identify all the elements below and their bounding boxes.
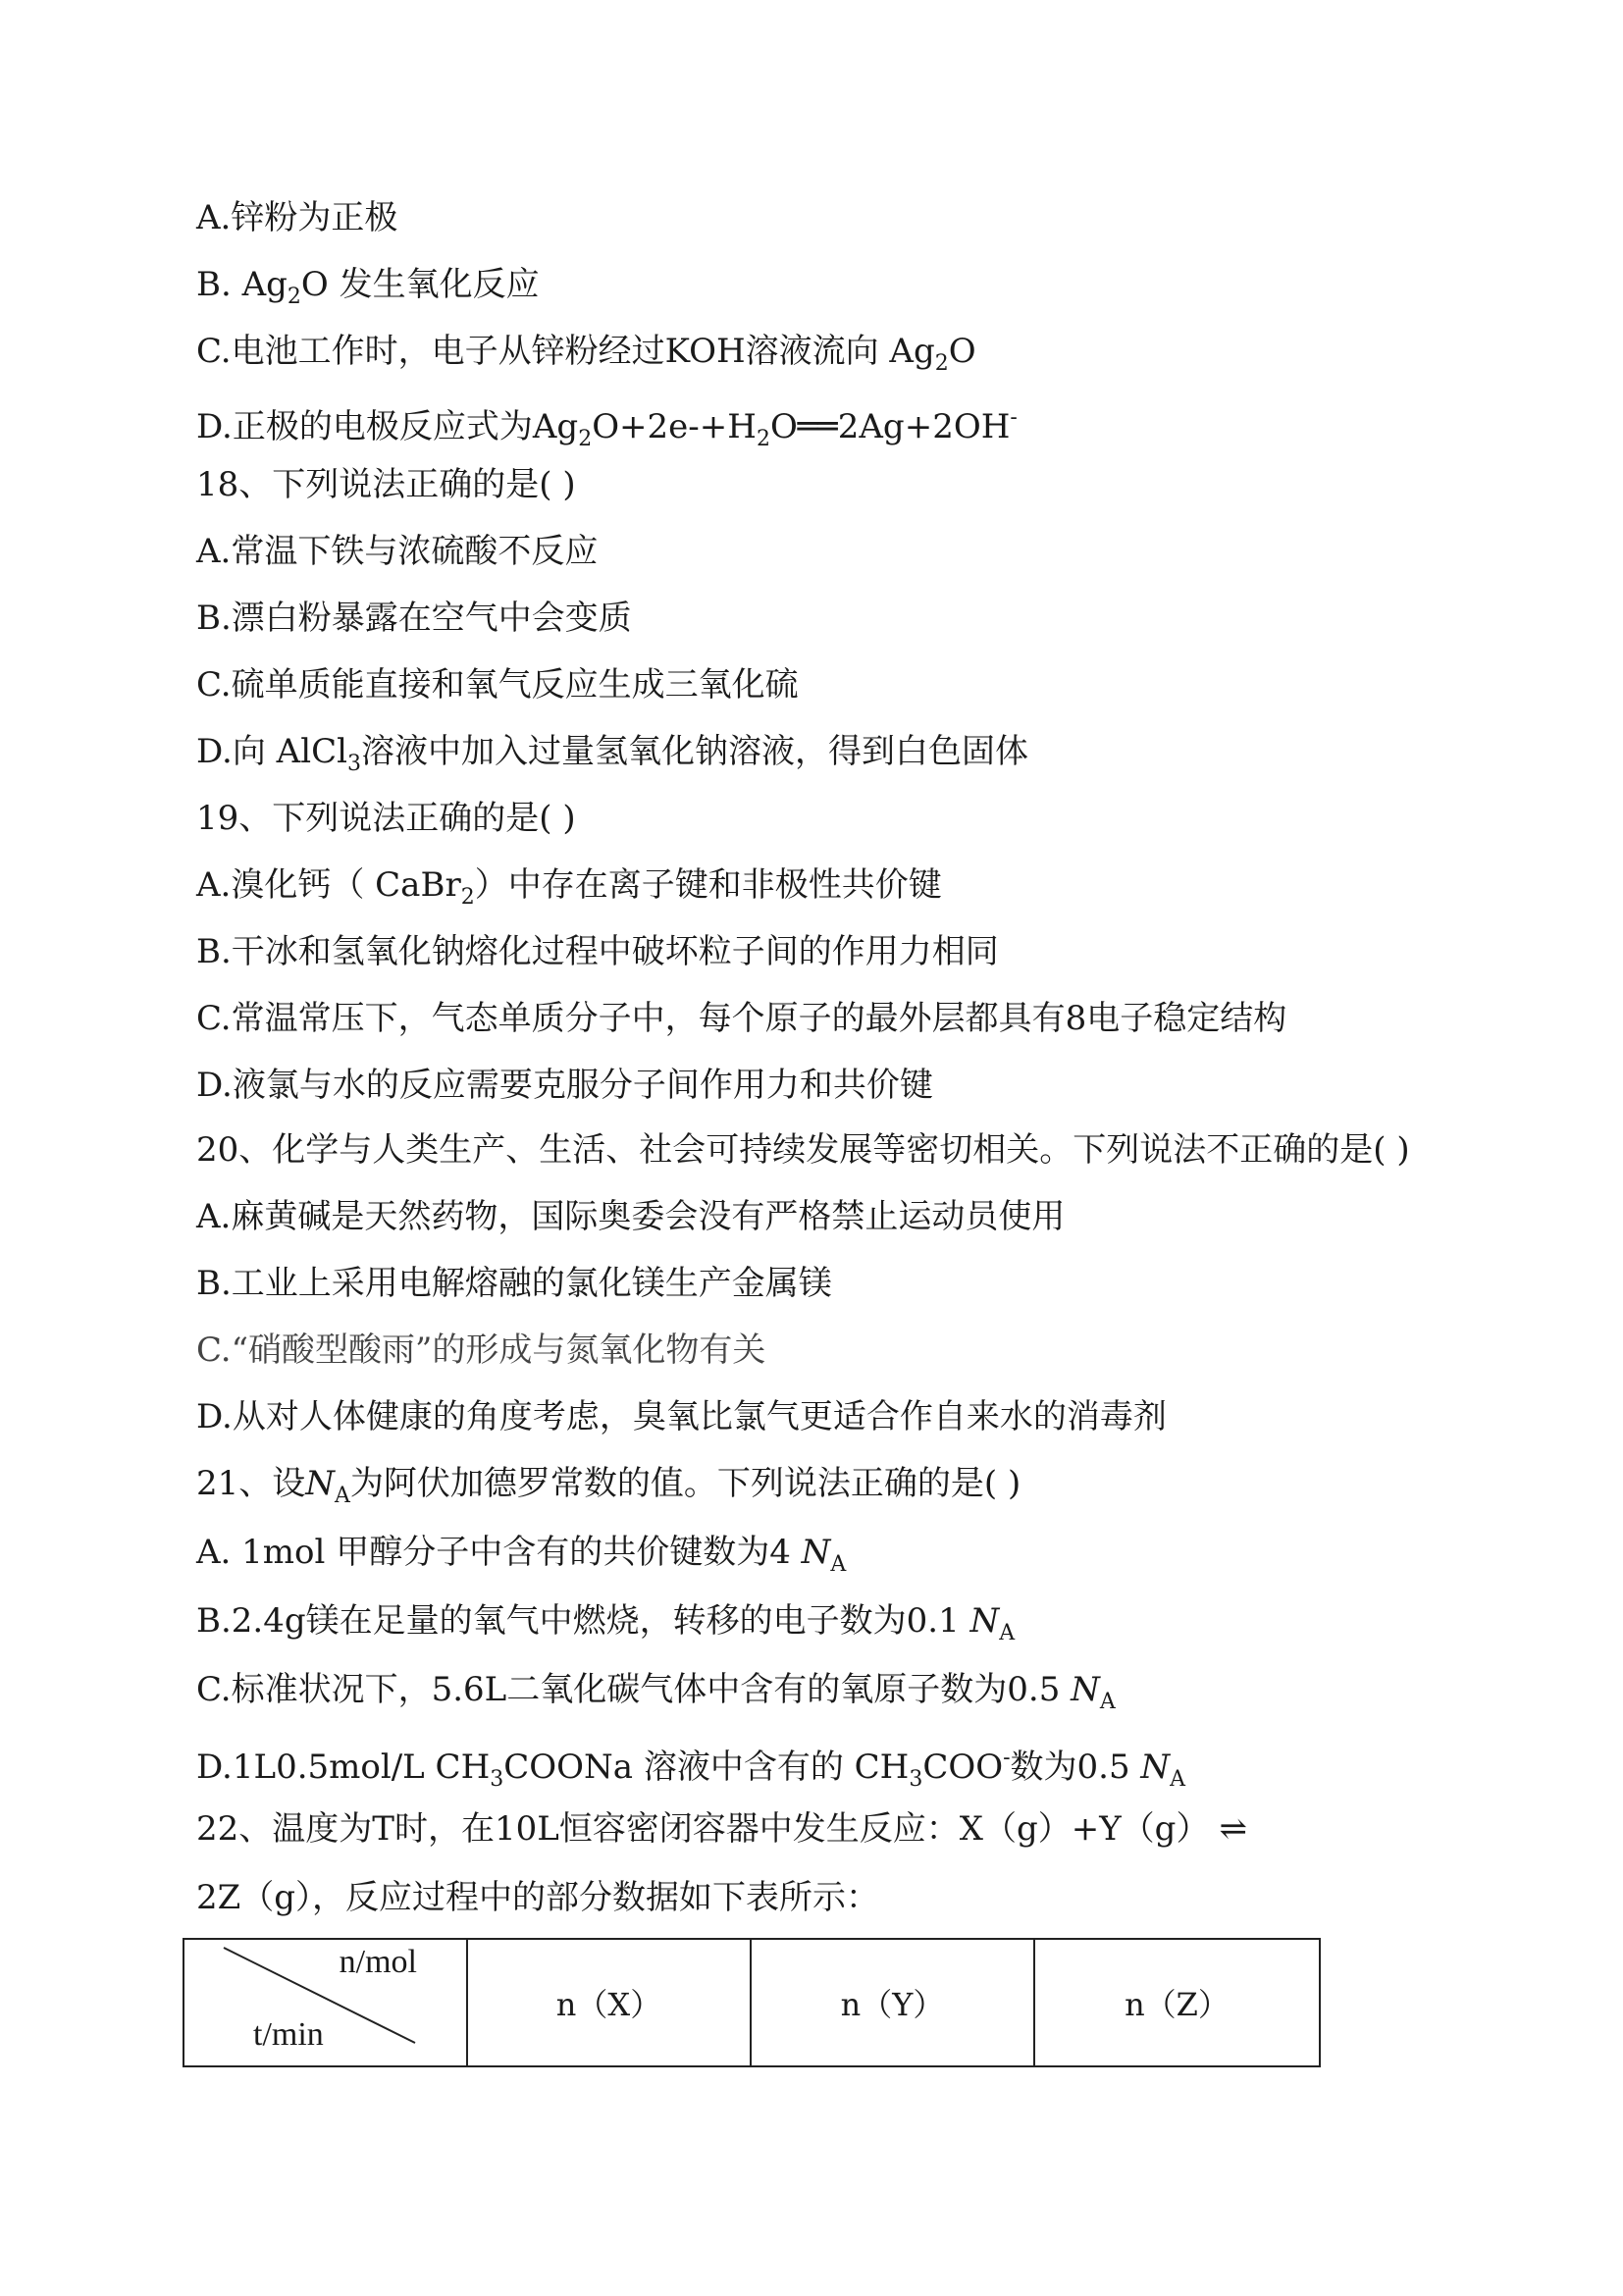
q17-option-a: A.锌粉为正极 bbox=[196, 198, 398, 237]
q22-stem-line2: 2Z（g），反应过程中的部分数据如下表所示： bbox=[196, 1878, 880, 1917]
q21-stem: 21、设$N_A$为阿伏加德罗常数的值。下列说法正确的是( ) bbox=[196, 1464, 1021, 1508]
q21-option-a: A. 1mol 甲醇分子中含有的共价键数为4 $N_A$ bbox=[196, 1533, 847, 1577]
q17-option-d: D.正极的电极反应式为$Ag_2O+2e-+H_2O══2Ag+2OH^-$ bbox=[196, 405, 1018, 451]
q19-option-c: C.常温常压下，气态单质分子中，每个原子的最外层都具有8电子稳定结构 bbox=[196, 999, 1287, 1038]
q21-option-d: D.1L0.5mol/L $CH_3COONa$ 溶液中含有的 $CH_3COO^-$数为0.5 $N_A$ bbox=[196, 1746, 1186, 1792]
diagonal-line bbox=[184, 1940, 469, 2065]
q19-option-a: A.溴化钙（ CaBr$_2$）中存在离子键和非极性共价键 bbox=[196, 865, 942, 910]
data-table bbox=[183, 1938, 1321, 2067]
q19-option-d: D.液氯与水的反应需要克服分子间作用力和共价键 bbox=[196, 1066, 933, 1105]
q18-stem: 18、下列说法正确的是( ) bbox=[196, 465, 576, 504]
table-header-ny: n（Y） bbox=[752, 1940, 1035, 2065]
q21-option-c: C.标准状况下，5.6L二氧化碳气体中含有的氧原子数为0.5 $N_A$ bbox=[196, 1670, 1116, 1714]
q18-option-c: C.硫单质能直接和氧气反应生成三氧化硫 bbox=[196, 665, 799, 704]
q19-stem: 19、下列说法正确的是( ) bbox=[196, 799, 576, 838]
q18-option-b: B.漂白粉暴露在空气中会变质 bbox=[196, 599, 632, 638]
q20-option-b: B.工业上采用电解熔融的氯化镁生产金属镁 bbox=[196, 1264, 832, 1303]
q17-option-c: C.电池工作时，电子从锌粉经过KOH溶液流向 $Ag_2O$ bbox=[196, 332, 976, 376]
table-corner-cell bbox=[184, 1940, 468, 2065]
corner-label-top: n/mol bbox=[339, 1944, 417, 1980]
q18-option-d: D.向 AlCl$_3$溶液中加入过量氢氧化钠溶液，得到白色固体 bbox=[196, 732, 1028, 776]
q20-option-a: A.麻黄碱是天然药物，国际奥委会没有严格禁止运动员使用 bbox=[196, 1197, 1066, 1236]
q19-option-b: B.干冰和氢氧化钠熔化过程中破坏粒子间的作用力相同 bbox=[196, 932, 999, 971]
q22-stem-line1: 22、温度为T时，在10L恒容密闭容器中发生反应：X（g）+Y（g） ⇌ bbox=[196, 1809, 1247, 1849]
table-header-nz: n（Z） bbox=[1125, 1986, 1230, 2023]
q20-stem: 20、化学与人类生产、生活、社会可持续发展等密切相关。下列说法不正确的是( ) bbox=[196, 1130, 1410, 1170]
equilibrium-arrow-icon: ⇌ bbox=[1219, 1809, 1247, 1849]
q18-option-a: A.常温下铁与浓硫酸不反应 bbox=[196, 532, 599, 571]
corner-label-bottom: t/min bbox=[253, 2016, 324, 2053]
q20-option-c: C.“硝酸型酸雨”的形成与氮氧化物有关 bbox=[196, 1331, 766, 1370]
q21-option-b: B.2.4g镁在足量的氧气中燃烧，转移的电子数为0.1 $N_A$ bbox=[196, 1601, 1016, 1645]
table-header-nx: n（X） bbox=[468, 1940, 752, 2065]
q20-option-d: D.从对人体健康的角度考虑，臭氧比氯气更适合作自来水的消毒剂 bbox=[196, 1397, 1167, 1436]
q17-option-b: B. $Ag_2O$ 发生氧化反应 bbox=[196, 265, 540, 309]
